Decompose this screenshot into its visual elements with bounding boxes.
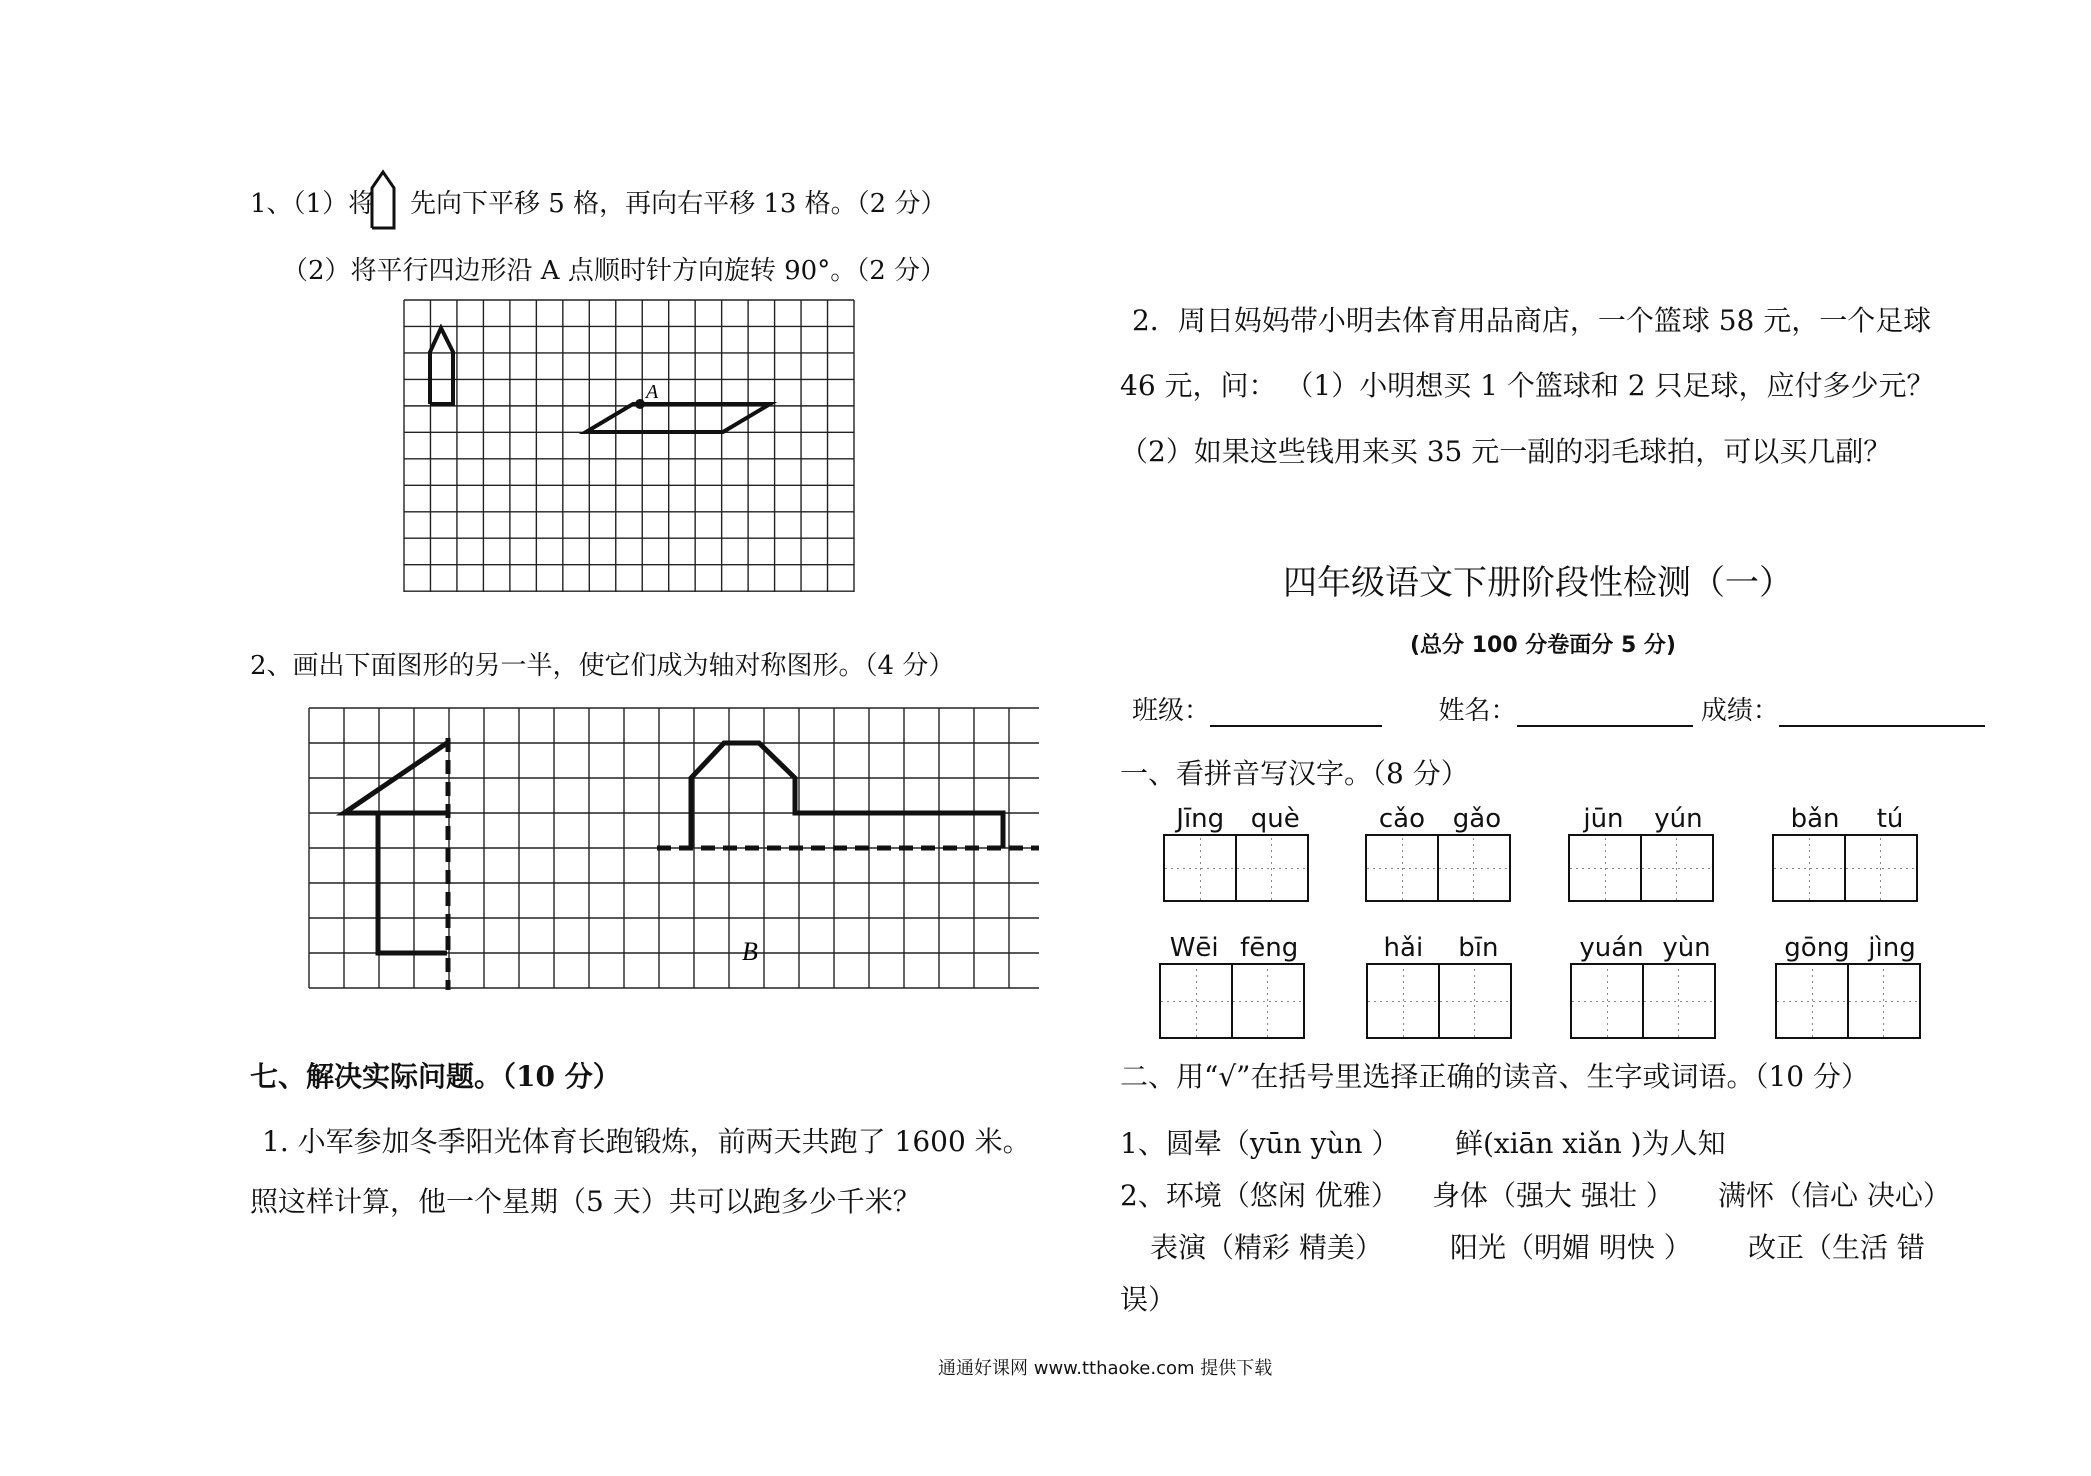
writing-box[interactable] [1772, 834, 1918, 902]
class-field[interactable] [1210, 695, 1382, 727]
point-a-label: A [646, 381, 659, 403]
pinyin-label [1568, 804, 1718, 834]
writing-box[interactable] [1163, 834, 1309, 902]
pinyin-label [1163, 804, 1313, 834]
pinyin-syllable: bīn [1458, 933, 1499, 963]
pinyin-label [1159, 933, 1309, 963]
pinyin-syllable: hǎi [1383, 933, 1424, 963]
grid-2-label: B [742, 937, 758, 966]
problem-2-line3: （2）如果这些钱用来买 35 元一副的羽毛球拍，可以买几副？ [1120, 435, 1892, 468]
pinyin-group [1366, 933, 1516, 963]
house-half [691, 743, 1003, 848]
pinyin-syllable: què [1250, 804, 1300, 834]
chinese-exam-title: 四年级语文下册阶段性检测（一） [1283, 563, 1793, 603]
point-a [635, 399, 645, 409]
pinyin-syllable: tú [1876, 804, 1904, 834]
item-1b: 鲜(xiān xiǎn )为人知 [1455, 1127, 1726, 1160]
pinyin-group [1365, 804, 1515, 834]
pencil-shape-icon [369, 170, 399, 230]
pinyin-label [1366, 933, 1516, 963]
writing-box[interactable] [1366, 963, 1512, 1039]
name-label: 姓名： [1438, 696, 1517, 726]
pinyin-label [1772, 804, 1922, 834]
class-label: 班级： [1132, 696, 1211, 726]
pinyin-group [1772, 804, 1922, 834]
pinyin-syllable: gǎo [1452, 804, 1502, 834]
q1-2-text: （2）将平行四边形沿 A 点顺时针方向旋转 90°。（2 分） [282, 256, 947, 286]
item-3a: 表演（精彩 精美） [1150, 1231, 1383, 1264]
pinyin-syllable: jūn [1583, 804, 1624, 834]
pinyin-group [1159, 933, 1309, 963]
pinyin-syllable: bǎn [1790, 804, 1840, 834]
pinyin-syllable: Jīng [1176, 804, 1225, 834]
q1-1-text: 先向下平移 5 格，再向右平移 13 格。（2 分） [410, 189, 947, 219]
pinyin-label [1775, 933, 1925, 963]
pinyin-syllable: yuán [1579, 933, 1644, 963]
q1-1-prefix: 1、（1）将 [250, 189, 375, 219]
pinyin-syllable: cǎo [1378, 804, 1426, 834]
pinyin-syllable: yùn [1662, 933, 1711, 963]
footer-text: 通通好课网 www.tthaoke.com 提供下载 [938, 1358, 1273, 1379]
pinyin-group [1570, 933, 1720, 963]
item-1a: 1、圆晕（yūn yùn ） [1120, 1127, 1400, 1160]
grid-2 [309, 708, 1039, 990]
score-field[interactable] [1779, 695, 1985, 727]
section-7-title: 七、解决实际问题。（10 分） [250, 1060, 621, 1093]
grid-1 [404, 300, 854, 592]
section-2-title: 二、用“√”在括号里选择正确的读音、生字或词语。（10 分） [1120, 1060, 1870, 1093]
pinyin-group [1775, 933, 1925, 963]
item-2b: 身体（强大 强壮 ） [1432, 1179, 1674, 1212]
writing-box[interactable] [1568, 834, 1714, 902]
pinyin-label [1570, 933, 1720, 963]
section-1-title: 一、看拼音写汉字。（8 分） [1120, 757, 1469, 790]
info-line [1132, 690, 1985, 727]
name-field[interactable] [1517, 695, 1693, 727]
pencil-shape [430, 328, 453, 404]
pinyin-label [1365, 804, 1515, 834]
pinyin-syllable: jìng [1868, 933, 1916, 963]
q2-text: 2、画出下面图形的另一半，使它们成为轴对称图形。（4 分） [250, 651, 955, 681]
pinyin-syllable: Wēi [1169, 933, 1219, 963]
writing-box[interactable] [1570, 963, 1716, 1039]
pinyin-group [1568, 804, 1718, 834]
pinyin-syllable: fēng [1240, 933, 1299, 963]
problem-1-line1: 1. 小军参加冬季阳光体育长跑锻炼，前两天共跑了 1600 米。 [262, 1125, 1031, 1158]
item-3d: 误） [1120, 1283, 1177, 1316]
score-label: 成绩： [1700, 696, 1779, 726]
item-2a: 2、环境（悠闲 优雅） [1120, 1179, 1399, 1212]
writing-box[interactable] [1159, 963, 1305, 1039]
problem-1-line2: 照这样计算，他一个星期（5 天）共可以跑多少千米？ [250, 1185, 921, 1218]
chinese-exam-subtitle: (总分 100 分卷面分 5 分) [1410, 633, 1676, 658]
pinyin-syllable: gōng [1784, 933, 1850, 963]
pinyin-syllable: yún [1654, 804, 1703, 834]
problem-2-line2: 46 元，问： （1）小明想买 1 个篮球和 2 只足球，应付多少元？ [1120, 369, 1935, 402]
item-2c: 满怀（信心 决心） [1718, 1179, 1951, 1212]
writing-box[interactable] [1775, 963, 1921, 1039]
item-3c: 改正（生活 错 [1748, 1231, 1925, 1264]
pinyin-group [1163, 804, 1313, 834]
problem-2-line1: 2．周日妈妈带小明去体育用品商店，一个篮球 58 元，一个足球 [1132, 304, 1932, 337]
item-3b: 阳光（明媚 明快 ） [1450, 1231, 1692, 1264]
writing-box[interactable] [1365, 834, 1511, 902]
parallelogram [586, 404, 770, 432]
